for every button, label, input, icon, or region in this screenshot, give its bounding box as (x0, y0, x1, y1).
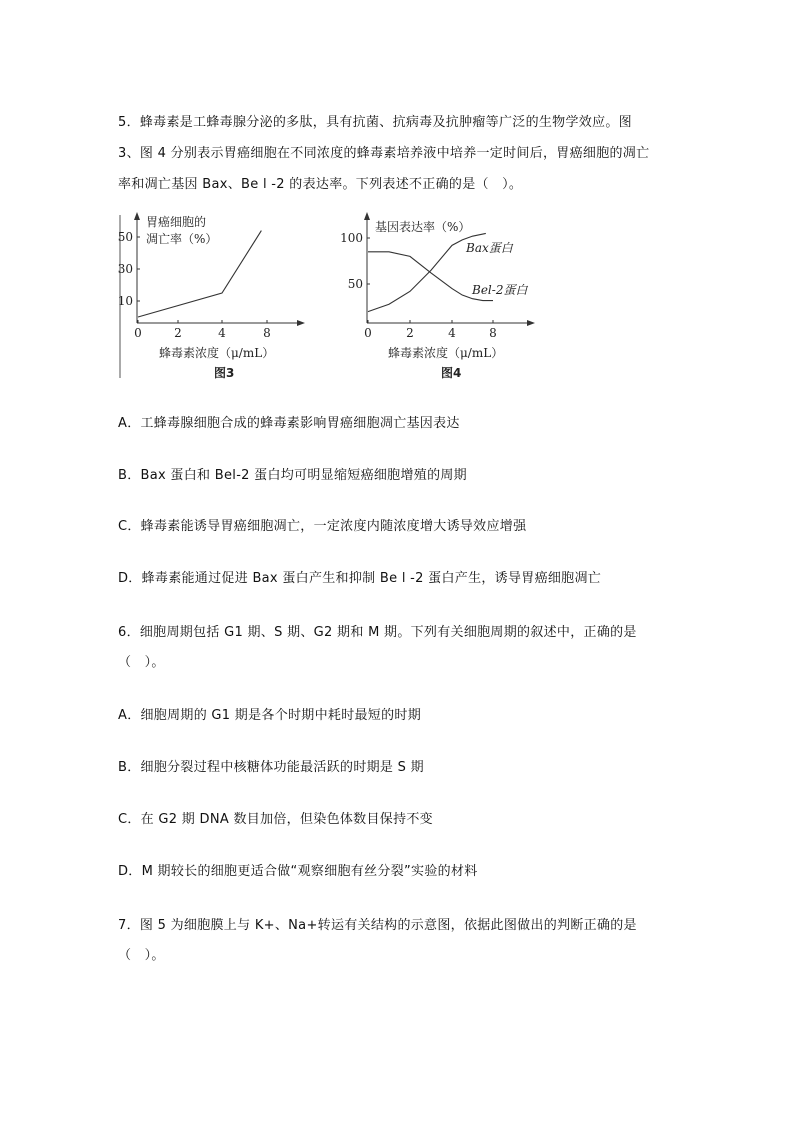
q5-option-c: C．蜂毒素能诱导胃癌细胞凋亡，一定浓度内随浓度增大诱导效应增强 (118, 519, 527, 534)
x-axis-label: 蜂毒素浓度（μ/mL） (388, 346, 504, 360)
x-axis-label: 蜂毒素浓度（μ/mL） (159, 346, 275, 360)
q7-line-2: （ ）。 (118, 948, 165, 963)
x-tick-label: 8 (489, 326, 497, 340)
x-tick-label: 8 (263, 326, 271, 340)
y-axis-label-2: 凋亡率（%） (146, 232, 218, 246)
y-tick-label: 50 (117, 230, 133, 244)
series-label-bax: Bax蛋白 (466, 241, 513, 255)
y-axis-arrow-icon (364, 212, 370, 220)
q5-option-b: B．Bax 蛋白和 Bel-2 蛋白均可明显缩短癌细胞增殖的周期 (118, 468, 467, 483)
figure-caption: 图3 (214, 366, 235, 380)
x-axis-arrow-icon (297, 320, 305, 326)
x-tick-label: 0 (134, 326, 142, 340)
y-axis-arrow-icon (134, 212, 140, 220)
x-tick-label: 4 (448, 326, 456, 340)
x-axis-arrow-icon (527, 320, 535, 326)
q6-option-a: A．细胞周期的 G1 期是各个时期中耗时最短的时期 (118, 708, 422, 723)
y-tick-label: 30 (117, 262, 133, 276)
series-label-bel2: Bel-2蛋白 (472, 283, 528, 297)
q6-option-b: B．细胞分裂过程中核糖体功能最活跃的时期是 S 期 (118, 760, 424, 775)
q6-option-c: C．在 G2 期 DNA 数目加倍，但染色体数目保持不变 (118, 812, 433, 827)
q5-line-1: 5．蜂毒素是工蜂毒腺分泌的多肽，具有抗菌、抗病毒及抗肿瘤等广泛的生物学效应。图 (118, 115, 632, 130)
x-tick-label: 2 (174, 326, 182, 340)
q5-option-d: D．蜂毒素能通过促进 Bax 蛋白产生和抑制 Be l -2 蛋白产生，诱导胃癌细胞凋亡 (118, 571, 602, 586)
q6-line-1: 6．细胞周期包括 G1 期、S 期、G2 期和 M 期。下列有关细胞周期的叙述中，正确的是 (118, 625, 637, 640)
x-tick-label: 4 (218, 326, 226, 340)
figure-caption: 图4 (441, 366, 462, 380)
q5-option-a: A．工蜂毒腺细胞合成的蜂毒素影响胃癌细胞凋亡基因表达 (118, 416, 460, 431)
y-tick-label: 50 (347, 277, 363, 291)
x-tick-label: 0 (364, 326, 372, 340)
y-tick-label: 100 (340, 231, 363, 245)
y-axis-label-1: 胃癌细胞的 (146, 215, 207, 229)
q7-line-1: 7．图 5 为细胞膜上与 K+、Na+转运有关结构的示意图，依据此图做出的判断正确的是 (118, 918, 637, 933)
y-tick-label: 10 (117, 294, 133, 308)
y-axis-label: 基因表达率（%） (375, 220, 471, 234)
q5-line-3: 率和凋亡基因 Bax、Be l -2 的表达率。下列表述不正确的是（ ）。 (118, 177, 523, 192)
q5-line-2: 3、图 4 分别表示胃癌细胞在不同浓度的蜂毒素培养液中培养一定时间后，胃癌细胞的凋亡 (118, 146, 650, 161)
q6-option-d: D．M 期较长的细胞更适合做“观察细胞有丝分裂”实验的材料 (118, 864, 478, 879)
x-tick-label: 2 (406, 326, 414, 340)
q6-line-2: （ ）。 (118, 655, 165, 670)
